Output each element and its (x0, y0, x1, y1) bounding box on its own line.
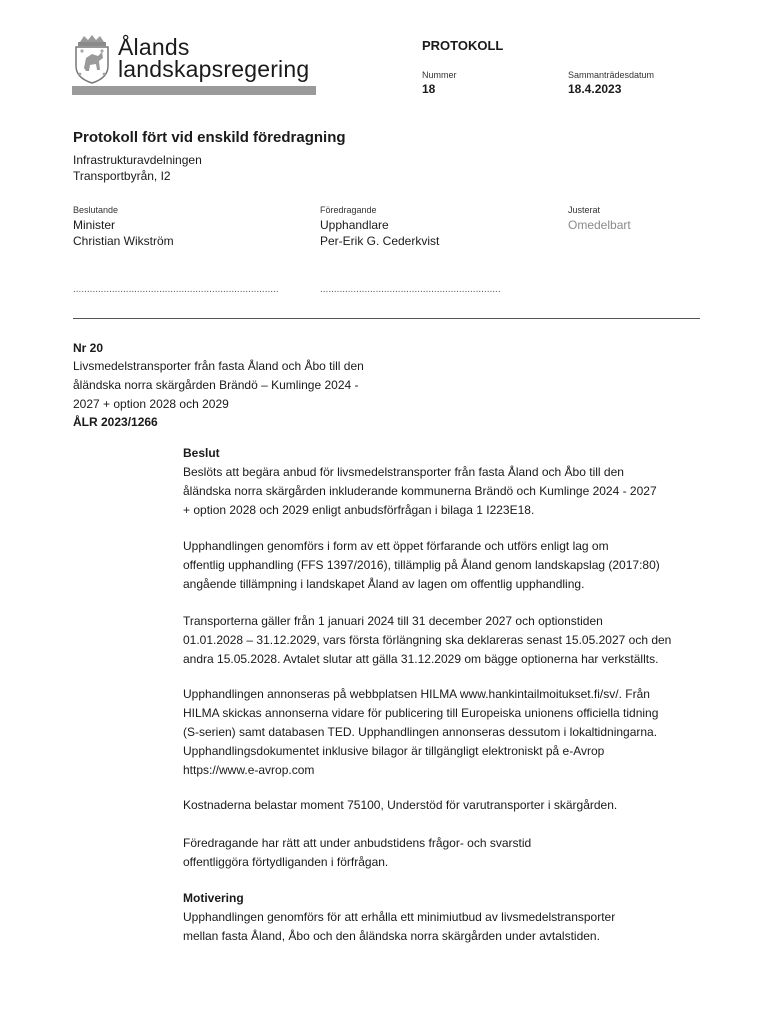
cost-paragraph (183, 796, 703, 815)
presenter-rights-paragraph (183, 834, 703, 872)
paragraph-line: https://www.e-avrop.com (183, 763, 315, 777)
department: Infrastrukturavdelningen (73, 153, 202, 167)
unit: Transportbyrån, I2 (73, 169, 171, 183)
paragraph-line: Kostnaderna belastar moment 75100, Understöd för varutransporter i skärgården. (183, 798, 618, 812)
case-reference: ÅLR 2023/1266 (73, 415, 158, 429)
decision-maker-title: Minister (73, 218, 116, 232)
paragraph-line: andra 15.05.2028. Avtalet slutar att gälla 31.12.2029 om bägge optionerna har verkställts. (183, 652, 659, 666)
announcement-paragraph (183, 685, 703, 780)
paragraph-line: Upphandlingen annonseras på webbplatsen HILMA www.hankintailmoitukset.fi/sv/. Från (183, 687, 650, 701)
paragraph-line: HILMA skickas annonserna vidare för publicering till Europeiska unionens officiella tidning (183, 706, 659, 720)
signature-line-presenter: ................................................................. (320, 284, 501, 295)
decision-maker-name: Christian Wikström (73, 234, 174, 248)
paragraph-line: Föredragande har rätt att under anbudstidens frågor- och svarstid (183, 836, 532, 850)
presenter-label: Föredragande (320, 205, 377, 215)
period-paragraph (183, 612, 703, 669)
coat-of-arms-icon (72, 34, 112, 84)
presenter-title: Upphandlare (320, 218, 389, 232)
number-value: 18 (422, 82, 436, 96)
case-number: Nr 20 (73, 341, 104, 355)
signature-line-decision-maker: .......................................................................... (73, 284, 279, 295)
paragraph-line: mellan fasta Åland, Åbo och den åländska norra skärgården under avtalstiden. (183, 929, 600, 943)
paragraph-line: offentlig upphandling (FFS 1397/2016), tillämplig på Åland genom landskapslag (2017:80) (183, 558, 660, 572)
page-title: Protokoll fört vid enskild föredragning (73, 129, 346, 146)
case-title-line: 2027 + option 2028 och 2029 (73, 397, 229, 411)
case-title-line: Livsmedelstransporter från fasta Åland och Åbo till den (73, 359, 364, 373)
logo-text-line1: Ålands (118, 34, 190, 60)
decision-section (183, 444, 703, 520)
number-label: Nummer (422, 70, 457, 80)
decision-heading: Beslut (183, 446, 220, 460)
motivation-heading: Motivering (183, 891, 244, 905)
presenter-name: Per-Erik G. Cederkvist (320, 234, 440, 248)
checked-label: Justerat (568, 205, 601, 215)
paragraph-line: Upphandlingen genomförs för att erhålla ett minimiutbud av livsmedelstransporter (183, 910, 616, 924)
date-label: Sammanträdesdatum (568, 70, 655, 80)
paragraph-line: Upphandlingsdokumentet inklusive bilagor är tillgängligt elektroniskt på e-Avrop (183, 744, 605, 758)
logo-bar (72, 86, 316, 95)
case-title (73, 357, 403, 414)
checked-value: Omedelbart (568, 218, 631, 232)
paragraph-line: åländska norra skärgården inkluderande kommunerna Brändö och Kumlinge 2024 - 2027 (183, 484, 657, 498)
date-value: 18.4.2023 (568, 82, 622, 96)
paragraph-line: offentliggöra förtydliganden i förfrågan. (183, 855, 389, 869)
decision-maker-label: Beslutande (73, 205, 119, 215)
paragraph-line: Beslöts att begära anbud för livsmedelstransporter från fasta Åland och Åbo till den (183, 465, 624, 479)
paragraph-line: 01.01.2028 – 31.12.2029, vars första förlängning ska deklareras senast 15.05.2027 och den (183, 633, 672, 647)
paragraph-line: (S-serien) samt databasen TED. Upphandlingen annonseras dessutom i lokaltidningarna. (183, 725, 658, 739)
paragraph-line: angående tillämpning i landskapet Åland av lagen om offentlig upphandling. (183, 577, 585, 591)
paragraph-line: Transporterna gäller från 1 januari 2024 till 31 december 2027 och optionstiden (183, 614, 603, 628)
paragraph-line: Upphandlingen genomförs i form av ett öppet förfarande och utförs enligt lag om (183, 539, 609, 553)
motivation-section (183, 889, 703, 946)
case-title-line: åländska norra skärgården Brändö – Kumlinge 2024 - (73, 378, 359, 392)
government-logo (72, 34, 316, 96)
logo-text-line2: landskapsregering (118, 56, 310, 82)
procedure-paragraph (183, 537, 703, 594)
divider (73, 318, 700, 319)
paragraph-line: + option 2028 och 2029 enligt anbudsförfrågan i bilaga 1 I223E18. (183, 503, 535, 517)
document-type: PROTOKOLL (422, 38, 504, 53)
